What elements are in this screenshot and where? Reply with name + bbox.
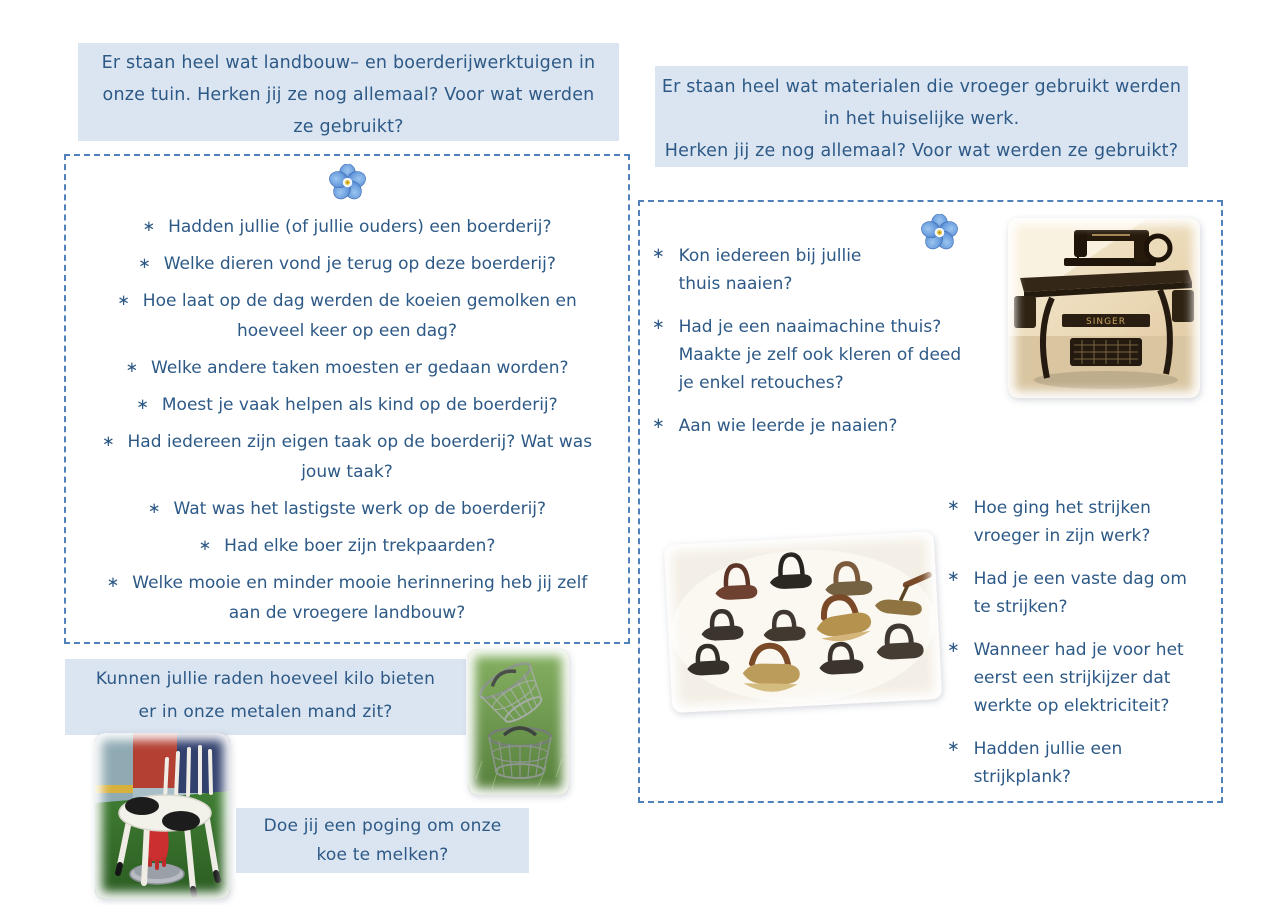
question-item [652, 242, 997, 298]
asterisk-bullet: ∗ [947, 737, 960, 755]
intro-household-line: Herken jij ze nog allemaal? Voor wat werden ze gebruikt? [664, 141, 1179, 161]
sewing-question-list [652, 242, 997, 455]
question-text: Maakte je zelf ook kleren of deed [678, 345, 962, 365]
wire-basket-illustration [468, 649, 569, 795]
question-item [947, 565, 1215, 621]
question-text: Welke andere taken moesten er gedaan worden? [151, 358, 569, 378]
asterisk-bullet: ∗ [947, 496, 960, 514]
question-text: strijkplank? [973, 767, 1071, 787]
asterisk-bullet: ∗ [198, 536, 212, 554]
intro-household-line: Er staan heel wat materialen die vroeger gebruikt werden [661, 77, 1182, 97]
milking-line: Doe jij een poging om onze [263, 816, 502, 836]
flat-irons-illustration [664, 531, 942, 713]
sewing-machine-illustration [1008, 218, 1200, 398]
metal-wire-basket-photo [468, 649, 569, 795]
question-item [82, 494, 612, 524]
question-text: Hadden jullie een [973, 739, 1123, 759]
question-text: Welke mooie en minder mooie herinnering heb jij zelf [132, 573, 588, 593]
question-item [82, 353, 612, 383]
intro-box-farm [78, 43, 619, 141]
ironing-question-list [947, 494, 1215, 806]
milking-cow-chair-photo [95, 733, 230, 899]
question-item [652, 313, 997, 397]
question-text: aan de vroegere landbouw? [228, 603, 466, 623]
forget-me-not-flower-icon [329, 164, 366, 201]
question-item [947, 636, 1215, 720]
question-text: je enkel retouches? [678, 373, 844, 393]
question-item [82, 390, 612, 420]
question-item [82, 568, 612, 628]
intro-farm-line: onze tuin. Herken jij ze nog allemaal? Voor wat werden [102, 85, 595, 105]
question-text: Kon iedereen bij jullie [678, 246, 862, 266]
question-text: Hadden jullie (of jullie ouders) een boerderij? [168, 217, 552, 237]
beets-line: Kunnen jullie raden hoeveel kilo bieten [95, 669, 436, 689]
question-text: Had elke boer zijn trekpaarden? [224, 536, 496, 556]
asterisk-bullet: ∗ [106, 573, 120, 591]
milking-line: koe te melken? [316, 845, 449, 865]
question-text: Hoe ging het strijken [973, 498, 1151, 518]
question-item [82, 286, 612, 346]
farm-question-list [66, 201, 628, 628]
question-text: Wat was het lastigste werk op de boerderij? [173, 499, 547, 519]
question-text: eerst een strijkijzer dat [973, 668, 1171, 688]
question-item [82, 212, 612, 242]
asterisk-bullet: ∗ [142, 217, 156, 235]
question-item [82, 531, 612, 561]
asterisk-bullet: ∗ [652, 414, 665, 432]
question-item [82, 249, 612, 279]
asterisk-bullet: ∗ [652, 244, 665, 262]
asterisk-bullet: ∗ [117, 291, 130, 309]
question-text: Hoe laat op de dag werden de koeien gemolken en [142, 291, 577, 311]
question-text: vroeger in zijn werk? [973, 526, 1151, 546]
question-text: Had je een naaimachine thuis? [678, 317, 942, 337]
asterisk-bullet: ∗ [136, 395, 149, 413]
question-text: werkte op elektriciteit? [973, 696, 1170, 716]
asterisk-bullet: ∗ [138, 254, 151, 272]
beets-line: er in onze metalen mand zit? [138, 702, 393, 722]
question-text: te strijken? [973, 597, 1068, 617]
question-item [947, 735, 1215, 791]
milking-invite-box [236, 808, 529, 873]
question-text: Had iedereen zijn eigen taak op de boerderij? Wat was [127, 432, 593, 452]
singer-treadle-sewing-machine-photo [1008, 218, 1200, 398]
question-text: Aan wie leerde je naaien? [678, 416, 898, 436]
question-text: Moest je vaak helpen als kind op de boerderij? [161, 395, 558, 415]
asterisk-bullet: ∗ [947, 567, 960, 585]
antique-flat-irons-photo [664, 531, 942, 713]
asterisk-bullet: ∗ [147, 499, 161, 517]
question-text: jouw taak? [301, 462, 393, 482]
asterisk-bullet: ∗ [652, 315, 665, 333]
question-text: Welke dieren vond je terug op deze boerderij? [163, 254, 556, 274]
intro-farm-line: ze gebruikt? [293, 117, 404, 137]
question-item [82, 427, 612, 487]
asterisk-bullet: ∗ [125, 358, 139, 376]
intro-box-household [655, 66, 1188, 167]
intro-household-line: in het huiselijke werk. [823, 109, 1020, 129]
question-text: hoeveel keer op een dag? [236, 321, 457, 341]
question-item [652, 412, 997, 440]
asterisk-bullet: ∗ [101, 432, 115, 450]
household-questions-panel [638, 200, 1223, 803]
asterisk-bullet: ∗ [947, 638, 960, 656]
beets-guess-box [65, 659, 466, 735]
question-text: Had je een vaste dag om [973, 569, 1187, 589]
question-item [947, 494, 1215, 550]
question-text: Wanneer had je voor het [973, 640, 1184, 660]
farm-questions-panel [64, 154, 630, 644]
singer-brand-text: SINGER [1085, 317, 1127, 327]
question-text: thuis naaien? [678, 274, 793, 294]
milking-cow-illustration [95, 733, 230, 899]
intro-farm-line: Er staan heel wat landbouw– en boerderijwerktuigen in [101, 53, 596, 73]
